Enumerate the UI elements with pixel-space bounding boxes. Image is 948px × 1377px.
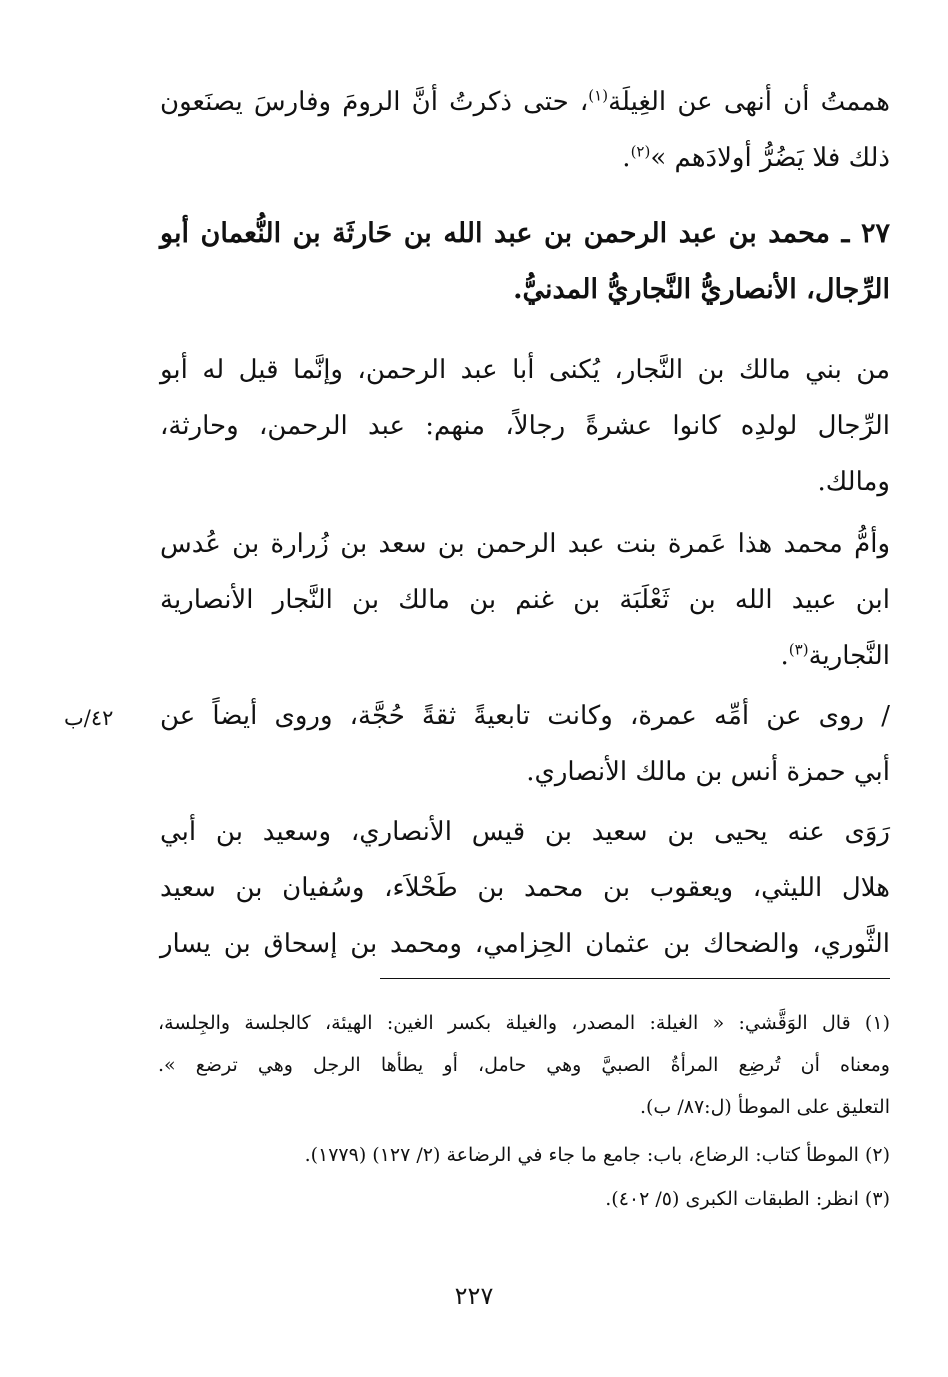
body-line: الثَّوري، والضحاك بن عثمان الحِزامي، ومحمد بن إسحاق بن يسار	[160, 929, 890, 959]
entry-heading: ٢٧ ـ محمد بن عبد الرحمن بن عبد الله بن حَارثَة بن النُّعمان أبو	[160, 218, 890, 249]
body-line: رَوَى عنه يحيى بن سعيد بن قيس الأنصاري، وسعيد بن أبي	[160, 817, 890, 847]
footnote: ومعناه أن تُرضِع المرأةُ الصبيَّ وهي حامل، أو يطأها الرجل وهي ترضع ».	[158, 1054, 890, 1076]
page-number: ٢٢٧	[454, 1282, 494, 1310]
body-line: أبي حمزة أنس بن مالك الأنصاري.	[526, 757, 890, 787]
body-line: وأمُّ محمد هذا عَمرة بنت عبد الرحمن بن سعد بن زُرارة بن عُدس	[160, 529, 890, 559]
footnote-ref[interactable]: (٣)	[788, 640, 809, 659]
footnote: (١) قال الوَقَّشي: « الغيلة: المصدر، والغيلة بكسر الغين: الهيئة، كالجلسة والجِلسة،	[158, 1012, 890, 1034]
footnote-ref[interactable]: (٢)	[630, 142, 651, 161]
body-line: الرِّجال لولدِه كانوا عشرةً رجالاً، منهم: عبد الرحمن، وحارثة،	[160, 411, 890, 441]
footnote-ref[interactable]: (١)	[588, 86, 609, 105]
body-line: من بني مالك بن النَّجار، يُكنى أبا عبد الرحمن، وإنَّما قيل له أبو	[160, 355, 890, 385]
body-line: هممتُ أن أنهى عن الغِيلَة$^{(١)}$، حتى ذكرتُ أنَّ الرومَ وفارسَ يصنَعون	[160, 86, 890, 117]
footnote: (٢) الموطأ كتاب: الرضاع، باب: جامع ما جاء في الرضاعة (٢/ ١٢٧) (١٧٧٩).	[304, 1144, 890, 1166]
entry-heading: الرِّجال، الأنصاريُّ النَّجاريُّ المدنيُّ.	[513, 274, 890, 305]
body-line: هلال الليثي، ويعقوب بن محمد بن طَحْلاَء، وسُفيان بن سعيد	[160, 873, 890, 903]
manuscript-folio-marker: ٤٢/ب	[64, 706, 114, 730]
footnote: (٣) انظر: الطبقات الكبرى (٥/ ٤٠٢).	[605, 1188, 890, 1210]
footnote-divider	[380, 978, 890, 979]
body-line: ومالك.	[817, 467, 890, 497]
footnote: التعليق على الموطأ (ل:٨٧/ ب).	[639, 1096, 890, 1118]
body-line: ابن عبيد الله بن ثَعْلَبَة بن غنم بن مالك بن النَّجار الأنصارية	[160, 585, 890, 615]
body-line: النَّجارية$^{(٣)}$.	[780, 640, 890, 671]
body-line: / روى عن أمِّه عمرة، وكانت تابعيةً ثقةً حُجَّة، وروى أيضاً عن	[160, 701, 890, 731]
body-line: ذلك فلا يَضُرُّ أولادَهم »$^{(٢)}$.	[622, 142, 890, 173]
